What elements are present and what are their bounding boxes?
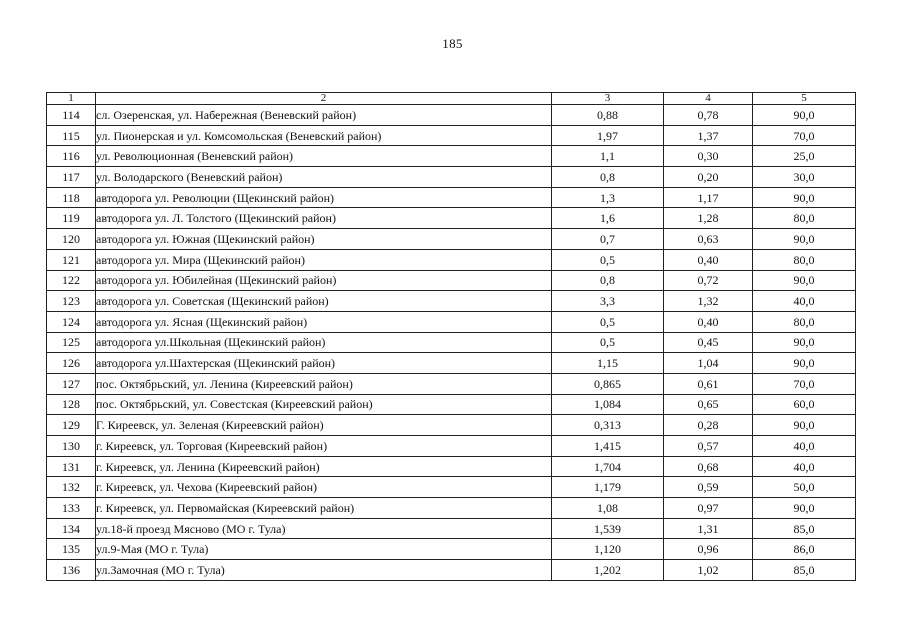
table-row xyxy=(47,208,856,229)
column-5-value-cell: 50,0 xyxy=(753,477,856,498)
column-5-value-cell: 90,0 xyxy=(753,229,856,250)
column-4-value-cell: 0,45 xyxy=(664,332,753,353)
page-number: 185 xyxy=(442,36,463,51)
table-row xyxy=(47,332,856,353)
column-5-value-cell: 40,0 xyxy=(753,291,856,312)
table-row xyxy=(47,270,856,291)
column-4-value-cell: 1,04 xyxy=(664,353,753,374)
column-3-value-cell: 1,97 xyxy=(552,125,664,146)
column-3-value-cell: 1,3 xyxy=(552,187,664,208)
column-3-value-cell: 3,3 xyxy=(552,291,664,312)
street-name-cell: автодорога ул.Шахтерская (Щекинский район) xyxy=(96,353,552,374)
table-row xyxy=(47,249,856,270)
table-row xyxy=(47,415,856,436)
column-5-value-cell: 90,0 xyxy=(753,415,856,436)
column-5-value-cell: 80,0 xyxy=(753,208,856,229)
column-4-value-cell: 1,32 xyxy=(664,291,753,312)
column-3-value-cell: 1,415 xyxy=(552,436,664,457)
street-name-cell: автодорога ул. Юбилейная (Щекинский район) xyxy=(96,270,552,291)
row-number-cell: 124 xyxy=(47,311,96,332)
column-header-1: 1 xyxy=(47,93,96,105)
row-number-cell: 115 xyxy=(47,125,96,146)
column-4-value-cell: 1,28 xyxy=(664,208,753,229)
column-4-value-cell: 0,20 xyxy=(664,167,753,188)
column-4-value-cell: 0,63 xyxy=(664,229,753,250)
table-row xyxy=(47,105,856,126)
table-row xyxy=(47,311,856,332)
column-3-value-cell: 0,7 xyxy=(552,229,664,250)
row-number-cell: 119 xyxy=(47,208,96,229)
row-number-cell: 118 xyxy=(47,187,96,208)
street-name-cell: автодорога ул. Советская (Щекинский район) xyxy=(96,291,552,312)
table-row xyxy=(47,436,856,457)
table-row xyxy=(47,353,856,374)
column-3-value-cell: 1,1 xyxy=(552,146,664,167)
column-4-value-cell: 0,59 xyxy=(664,477,753,498)
table-row xyxy=(47,394,856,415)
street-name-cell: ул.Замочная (МО г. Тула) xyxy=(96,560,552,581)
column-3-value-cell: 0,5 xyxy=(552,332,664,353)
column-3-value-cell: 0,88 xyxy=(552,105,664,126)
column-4-value-cell: 1,37 xyxy=(664,125,753,146)
street-name-cell: ул. Володарского (Веневский район) xyxy=(96,167,552,188)
column-header-4: 4 xyxy=(664,93,753,105)
column-5-value-cell: 40,0 xyxy=(753,456,856,477)
column-3-value-cell: 0,313 xyxy=(552,415,664,436)
street-name-cell: автодорога ул. Южная (Щекинский район) xyxy=(96,229,552,250)
row-number-cell: 131 xyxy=(47,456,96,477)
table-row xyxy=(47,518,856,539)
column-5-value-cell: 80,0 xyxy=(753,249,856,270)
table-row xyxy=(47,498,856,519)
column-4-value-cell: 1,31 xyxy=(664,518,753,539)
table-row xyxy=(47,560,856,581)
column-5-value-cell: 60,0 xyxy=(753,394,856,415)
street-name-cell: г. Киреевск, ул. Первомайская (Киреевский район) xyxy=(96,498,552,519)
street-name-cell: г. Киреевск, ул. Торговая (Киреевский район) xyxy=(96,436,552,457)
street-name-cell: автодорога ул. Революции (Щекинский район) xyxy=(96,187,552,208)
column-4-value-cell: 1,02 xyxy=(664,560,753,581)
column-4-value-cell: 0,30 xyxy=(664,146,753,167)
row-number-cell: 114 xyxy=(47,105,96,126)
column-3-value-cell: 1,539 xyxy=(552,518,664,539)
column-header-2: 2 xyxy=(96,93,552,105)
column-4-value-cell: 1,17 xyxy=(664,187,753,208)
column-3-value-cell: 1,704 xyxy=(552,456,664,477)
column-3-value-cell: 1,15 xyxy=(552,353,664,374)
table-row xyxy=(47,456,856,477)
table-row xyxy=(47,291,856,312)
column-3-value-cell: 1,179 xyxy=(552,477,664,498)
street-name-cell: автодорога ул. Мира (Щекинский район) xyxy=(96,249,552,270)
table-row xyxy=(47,477,856,498)
column-3-value-cell: 0,8 xyxy=(552,167,664,188)
column-3-value-cell: 0,8 xyxy=(552,270,664,291)
street-name-cell: автодорога ул. Ясная (Щекинский район) xyxy=(96,311,552,332)
column-5-value-cell: 70,0 xyxy=(753,125,856,146)
column-4-value-cell: 0,72 xyxy=(664,270,753,291)
column-4-value-cell: 0,40 xyxy=(664,249,753,270)
table-header xyxy=(47,93,856,105)
column-4-value-cell: 0,57 xyxy=(664,436,753,457)
column-5-value-cell: 40,0 xyxy=(753,436,856,457)
column-5-value-cell: 85,0 xyxy=(753,518,856,539)
table-row xyxy=(47,167,856,188)
column-5-value-cell: 90,0 xyxy=(753,353,856,374)
row-number-cell: 117 xyxy=(47,167,96,188)
column-5-value-cell: 90,0 xyxy=(753,187,856,208)
street-name-cell: сл. Озеренская, ул. Набережная (Веневский район) xyxy=(96,105,552,126)
row-number-cell: 123 xyxy=(47,291,96,312)
row-number-cell: 130 xyxy=(47,436,96,457)
row-number-cell: 127 xyxy=(47,373,96,394)
street-name-cell: автодорога ул. Л. Толстого (Щекинский район) xyxy=(96,208,552,229)
column-5-value-cell: 30,0 xyxy=(753,167,856,188)
column-4-value-cell: 0,40 xyxy=(664,311,753,332)
column-4-value-cell: 0,68 xyxy=(664,456,753,477)
column-4-value-cell: 0,28 xyxy=(664,415,753,436)
table-row xyxy=(47,187,856,208)
column-5-value-cell: 90,0 xyxy=(753,332,856,353)
column-5-value-cell: 86,0 xyxy=(753,539,856,560)
column-5-value-cell: 70,0 xyxy=(753,373,856,394)
column-3-value-cell: 0,5 xyxy=(552,311,664,332)
roads-table xyxy=(46,92,856,581)
row-number-cell: 133 xyxy=(47,498,96,519)
row-number-cell: 126 xyxy=(47,353,96,374)
row-number-cell: 135 xyxy=(47,539,96,560)
table-row xyxy=(47,146,856,167)
street-name-cell: ул.9-Мая (МО г. Тула) xyxy=(96,539,552,560)
column-4-value-cell: 0,65 xyxy=(664,394,753,415)
table-body xyxy=(47,105,856,581)
column-3-value-cell: 0,865 xyxy=(552,373,664,394)
row-number-cell: 121 xyxy=(47,249,96,270)
column-5-value-cell: 80,0 xyxy=(753,311,856,332)
street-name-cell: г. Киреевск, ул. Чехова (Киреевский район) xyxy=(96,477,552,498)
table-row xyxy=(47,125,856,146)
column-4-value-cell: 0,61 xyxy=(664,373,753,394)
street-name-cell: ул. Пионерская и ул. Комсомольская (Веневский район) xyxy=(96,125,552,146)
column-3-value-cell: 1,084 xyxy=(552,394,664,415)
row-number-cell: 132 xyxy=(47,477,96,498)
column-4-value-cell: 0,97 xyxy=(664,498,753,519)
street-name-cell: г. Киреевск, ул. Ленина (Киреевский район) xyxy=(96,456,552,477)
street-name-cell: ул.18-й проезд Мясново (МО г. Тула) xyxy=(96,518,552,539)
row-number-cell: 134 xyxy=(47,518,96,539)
column-3-value-cell: 1,120 xyxy=(552,539,664,560)
column-3-value-cell: 0,5 xyxy=(552,249,664,270)
row-number-cell: 116 xyxy=(47,146,96,167)
column-4-value-cell: 0,96 xyxy=(664,539,753,560)
street-name-cell: пос. Октябрьский, ул. Ленина (Киреевский район) xyxy=(96,373,552,394)
column-5-value-cell: 85,0 xyxy=(753,560,856,581)
column-4-value-cell: 0,78 xyxy=(664,105,753,126)
street-name-cell: пос. Октябрьский, ул. Совестская (Киреевский район) xyxy=(96,394,552,415)
column-header-3: 3 xyxy=(552,93,664,105)
column-5-value-cell: 90,0 xyxy=(753,498,856,519)
street-name-cell: Г. Киреевск, ул. Зеленая (Киреевский район) xyxy=(96,415,552,436)
row-number-cell: 136 xyxy=(47,560,96,581)
column-3-value-cell: 1,202 xyxy=(552,560,664,581)
column-header-5: 5 xyxy=(753,93,856,105)
row-number-cell: 128 xyxy=(47,394,96,415)
header-row xyxy=(47,93,856,105)
column-3-value-cell: 1,6 xyxy=(552,208,664,229)
table-row xyxy=(47,539,856,560)
table-row xyxy=(47,373,856,394)
row-number-cell: 125 xyxy=(47,332,96,353)
column-5-value-cell: 25,0 xyxy=(753,146,856,167)
row-number-cell: 120 xyxy=(47,229,96,250)
column-5-value-cell: 90,0 xyxy=(753,270,856,291)
column-5-value-cell: 90,0 xyxy=(753,105,856,126)
street-name-cell: ул. Революционная (Веневский район) xyxy=(96,146,552,167)
column-3-value-cell: 1,08 xyxy=(552,498,664,519)
row-number-cell: 122 xyxy=(47,270,96,291)
table-row xyxy=(47,229,856,250)
row-number-cell: 129 xyxy=(47,415,96,436)
street-name-cell: автодорога ул.Школьная (Щекинский район) xyxy=(96,332,552,353)
